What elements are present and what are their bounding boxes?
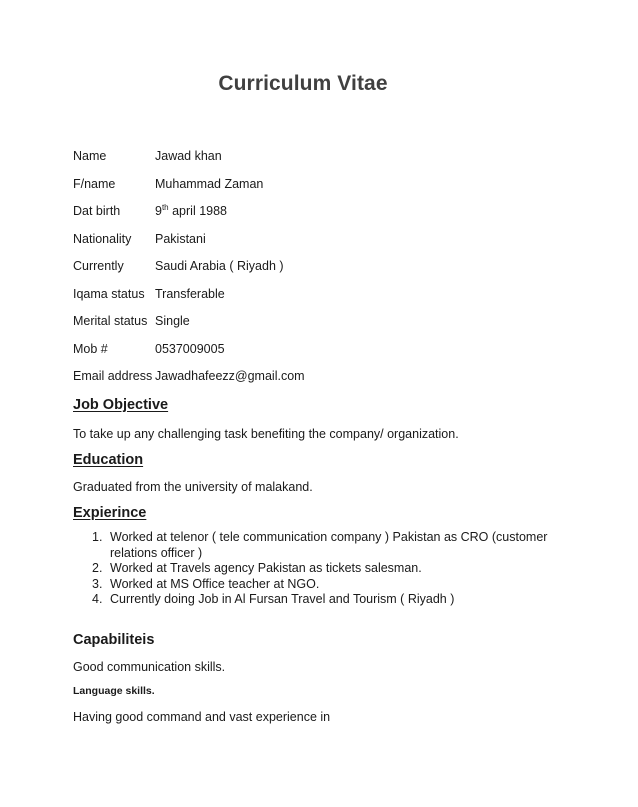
info-value: Jawadhafeezz@gmail.com: [155, 369, 305, 383]
info-label: Email address: [73, 369, 153, 383]
info-value: Single: [155, 314, 190, 328]
list-number: 2.: [92, 561, 103, 575]
info-label: Iqama status: [73, 286, 145, 301]
info-row-iqama-status: [73, 284, 305, 312]
info-value: [155, 201, 227, 221]
list-number: 4.: [92, 592, 103, 606]
document-title: Curriculum Vitae: [218, 72, 388, 95]
info-row-name: [73, 146, 305, 174]
capabilities-text: Good communication skills.: [73, 660, 226, 674]
experience-text: Currently doing Job in Al Fursan Travel and Tourism ( Riyadh ): [110, 592, 455, 606]
info-label: Name: [73, 149, 107, 163]
info-value: Muhammad Zaman: [155, 176, 264, 191]
info-label: F/name: [73, 176, 116, 191]
experience-text: Worked at Travels agency Pakistan as tickets salesman.: [110, 561, 422, 575]
experience-heading: Expierince: [73, 505, 147, 521]
info-value: Saudi Arabia ( Riyadh ): [155, 259, 284, 273]
info-value: Jawad khan: [155, 149, 222, 163]
personal-info-table: [73, 146, 305, 394]
birth-day: 9: [155, 204, 162, 218]
info-row-father-name: [73, 174, 305, 202]
ordinal-suffix: th: [161, 202, 169, 212]
list-number: 3.: [92, 576, 103, 591]
info-row-currently: [73, 256, 305, 284]
info-row-nationality: [73, 229, 305, 257]
birth-month-year: april 1988: [168, 204, 227, 218]
info-row-marital-status: [73, 311, 305, 339]
experience-item: [73, 561, 563, 577]
experience-text: Worked at telenor ( tele communication company ) Pakistan as CRO (customer relations officer ): [110, 530, 548, 560]
info-value: 0537009005: [155, 341, 225, 356]
info-row-mobile: [73, 339, 305, 367]
education-text: Graduated from the university of malakand.: [73, 480, 313, 494]
capabilities-heading: Capabiliteis: [73, 632, 155, 648]
list-number: 1.: [92, 530, 103, 544]
info-label: Currently: [73, 259, 124, 273]
info-value: Pakistani: [155, 231, 206, 246]
info-row-date-of-birth: [73, 201, 305, 229]
job-objective-heading: Job Objective: [73, 397, 169, 413]
language-skills-heading: Language skills.: [73, 685, 155, 697]
experience-item: [73, 592, 563, 608]
experience-item: [73, 577, 563, 593]
info-label: Dat birth: [73, 204, 121, 218]
education-heading: Education: [73, 452, 144, 468]
experience-text: Worked at MS Office teacher at NGO.: [110, 576, 320, 591]
info-label: Merital status: [73, 314, 148, 328]
info-label: Nationality: [73, 231, 132, 246]
language-skills-text: Having good command and vast experience in: [73, 710, 331, 724]
info-row-email: [73, 366, 305, 394]
info-label: Mob #: [73, 341, 108, 356]
job-objective-text: To take up any challenging task benefiting the company/ organization.: [73, 427, 459, 441]
info-value: Transferable: [155, 286, 225, 301]
experience-item: [73, 530, 563, 561]
experience-list: [73, 530, 563, 608]
